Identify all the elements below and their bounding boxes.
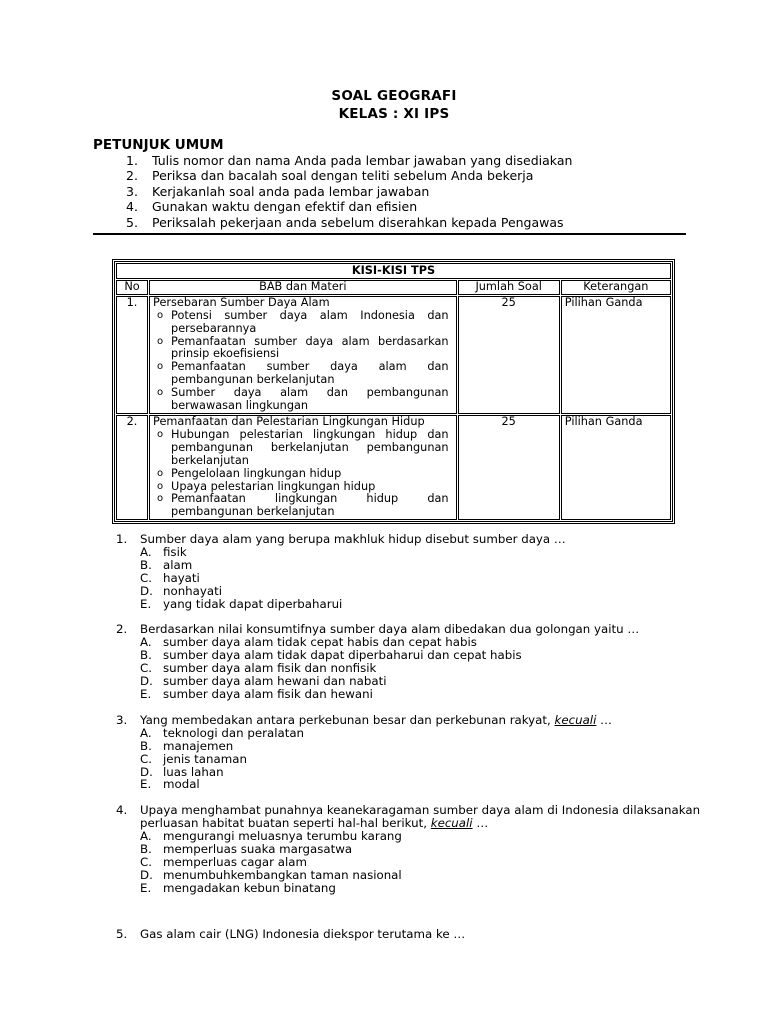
instruction-number: 4. (126, 199, 138, 215)
question-2 (116, 623, 706, 700)
subtopic-item: o Pemanfaatan lingkungan hidup dan pembangunan berkelanjutan (153, 493, 453, 519)
row-jumlah: 25 (458, 296, 560, 414)
instructions-list (126, 153, 572, 230)
subtopic-item: o Pemanfaatan sumber daya alam berdasarkan prinsip ekoefisiensi (153, 336, 453, 362)
instruction-item (126, 168, 572, 183)
column-header-keterangan: Keterangan (561, 280, 671, 295)
option-letter: C. (140, 570, 152, 585)
question-text: Berdasarkan nilai konsumtifnya sumber daya alam dibedakan dua golongan yaitu … (140, 622, 640, 637)
row-topic: Persebaran Sumber Daya Alam (153, 295, 330, 309)
question-text-part: Yang membedakan antara perkebunan besar dan perkebunan rakyat, (140, 712, 555, 727)
option-text: menumbuhkembangkan taman nasional (163, 867, 402, 882)
instruction-text: Periksa dan bacalah soal dengan teliti sebelum Anda bekerja (152, 168, 534, 184)
row-keterangan: Pilihan Ganda (561, 415, 671, 520)
row-materi (149, 296, 457, 414)
option-text: yang tidak dapat diperbaharui (163, 596, 343, 611)
option (140, 778, 706, 791)
option-text: sumber daya alam tidak dapat diperbaharui dan cepat habis (163, 648, 522, 663)
option (140, 598, 706, 611)
instruction-item (126, 215, 572, 230)
question-text-part: … (472, 816, 489, 831)
option-letter: E. (140, 686, 152, 701)
option-text: fisik (163, 544, 187, 559)
question-5 (116, 928, 706, 941)
options-list (140, 727, 706, 792)
subtopic-item: o Pengelolaan lingkungan hidup (153, 468, 453, 481)
question-number: 5. (116, 926, 128, 941)
option (140, 572, 706, 585)
instruction-item (126, 184, 572, 199)
table-row (116, 296, 671, 414)
option-text: nonhayati (163, 583, 222, 598)
document-title: SOAL GEOGRAFI (331, 88, 457, 104)
option-text: alam (163, 557, 193, 572)
kisi-kisi-table (112, 259, 675, 524)
row-materi (149, 415, 457, 520)
instruction-text: Gunakan waktu dengan efektif dan efisien (152, 199, 418, 215)
question-text-part: … (596, 712, 612, 727)
option (140, 882, 706, 895)
question-text-line: Upaya menghambat punahnya keanekaragaman sumber daya alam di Indonesia dilaksanakan (140, 803, 701, 818)
option-letter: E. (140, 880, 152, 895)
table-title: KISI-KISI TPS (116, 263, 671, 279)
question-3 (116, 714, 706, 791)
option-letter: A. (140, 635, 152, 650)
option-letter: C. (140, 751, 152, 766)
option-letter: D. (140, 674, 153, 689)
subtopic-list (153, 429, 453, 519)
horizontal-divider (93, 233, 686, 235)
option-text: luas lahan (163, 764, 224, 779)
document-subtitle: KELAS : XI IPS (338, 106, 450, 122)
column-header-no: No (116, 280, 148, 295)
option-text: mengadakan kebun binatang (163, 880, 336, 895)
option (140, 753, 706, 766)
question-4 (116, 804, 706, 894)
option-text: teknologi dan peralatan (163, 725, 305, 740)
emphasis-word: kecuali (430, 816, 473, 831)
option-text: mengurangi meluasnya terumbu karang (163, 829, 402, 844)
option (140, 688, 706, 701)
question-number: 3. (116, 712, 128, 727)
option-letter: B. (140, 557, 152, 572)
table-header-row (116, 280, 671, 295)
question-1 (116, 533, 706, 610)
option-text: hayati (163, 570, 200, 585)
option-text: sumber daya alam tidak cepat habis dan cepat habis (163, 635, 477, 650)
option-letter: C. (140, 661, 152, 676)
option-letter: D. (140, 583, 153, 598)
instruction-text: Periksalah pekerjaan anda sebelum diserahkan kepada Pengawas (152, 214, 564, 230)
column-header-bab: BAB dan Materi (149, 280, 457, 295)
option (140, 559, 706, 572)
option-text: memperluas suaka margasatwa (163, 842, 353, 857)
option-letter: D. (140, 764, 153, 779)
instruction-text: Tulis nomor dan nama Anda pada lembar jawaban yang disediakan (152, 153, 573, 168)
option-text: sumber daya alam fisik dan nonfisik (163, 661, 377, 676)
question-number: 4. (116, 803, 128, 818)
question-text (140, 804, 706, 830)
option-letter: E. (140, 777, 152, 792)
option-letter: D. (140, 867, 153, 882)
subtopic-item: o Pemanfaatan sumber daya alam dan pembangunan berkelanjutan (153, 361, 453, 387)
row-topic: Pemanfaatan dan Pelestarian Lingkungan Hidup (153, 414, 425, 428)
instruction-text: Kerjakanlah soal anda pada lembar jawaban (152, 183, 430, 199)
subtopic-item: o Potensi sumber daya alam Indonesia dan persebarannya (153, 310, 453, 336)
option-text: jenis tanaman (163, 751, 247, 766)
instruction-number: 5. (126, 214, 138, 230)
table-row (116, 415, 671, 520)
subtopic-item: o Upaya pelestarian lingkungan hidup (153, 481, 453, 494)
subtopic-item: o Hubungan pelestarian lingkungan hidup dan pembangunan berkelanjutan pembangunan berkelanjutan (153, 429, 453, 468)
option-letter: E. (140, 596, 152, 611)
option-letter: A. (140, 544, 152, 559)
option-letter: B. (140, 648, 152, 663)
question-number: 2. (116, 622, 128, 637)
option-letter: C. (140, 854, 152, 869)
option-letter: A. (140, 725, 152, 740)
row-jumlah: 25 (458, 415, 560, 520)
instruction-item (126, 153, 572, 168)
options-list (140, 830, 706, 895)
question-text: Gas alam cair (LNG) Indonesia diekspor terutama ke … (140, 926, 466, 941)
instruction-item (126, 199, 572, 214)
instruction-number: 1. (126, 153, 138, 168)
questions-section (116, 533, 706, 941)
option-text: memperluas cagar alam (163, 854, 307, 869)
instructions-heading: PETUNJUK UMUM (93, 137, 224, 153)
option-letter: B. (140, 842, 152, 857)
instruction-number: 3. (126, 183, 138, 199)
row-number: 1. (116, 296, 148, 414)
options-list (140, 546, 706, 611)
table-title-row (116, 263, 671, 279)
column-header-jumlah: Jumlah Soal (458, 280, 560, 295)
option-text: manajemen (163, 738, 234, 753)
option-letter: A. (140, 829, 152, 844)
subtopic-list (153, 310, 453, 413)
row-number: 2. (116, 415, 148, 520)
option-text: sumber daya alam fisik dan hewani (163, 686, 373, 701)
option-text: modal (163, 777, 200, 792)
subtopic-item: o Sumber daya alam dan pembangunan berwawasan lingkungan (153, 387, 453, 413)
question-text-part: perluasan habitat buatan seperti hal-hal berikut, (140, 816, 431, 831)
option-text: sumber daya alam hewani dan nabati (163, 674, 387, 689)
option-letter: B. (140, 738, 152, 753)
question-number: 1. (116, 532, 128, 546)
row-keterangan: Pilihan Ganda (561, 296, 671, 414)
option (140, 766, 706, 779)
option (140, 546, 706, 559)
options-list (140, 636, 706, 701)
question-text: Sumber daya alam yang berupa makhluk hidup disebut sumber daya … (140, 532, 566, 546)
instruction-number: 2. (126, 168, 138, 184)
emphasis-word: kecuali (554, 712, 597, 727)
